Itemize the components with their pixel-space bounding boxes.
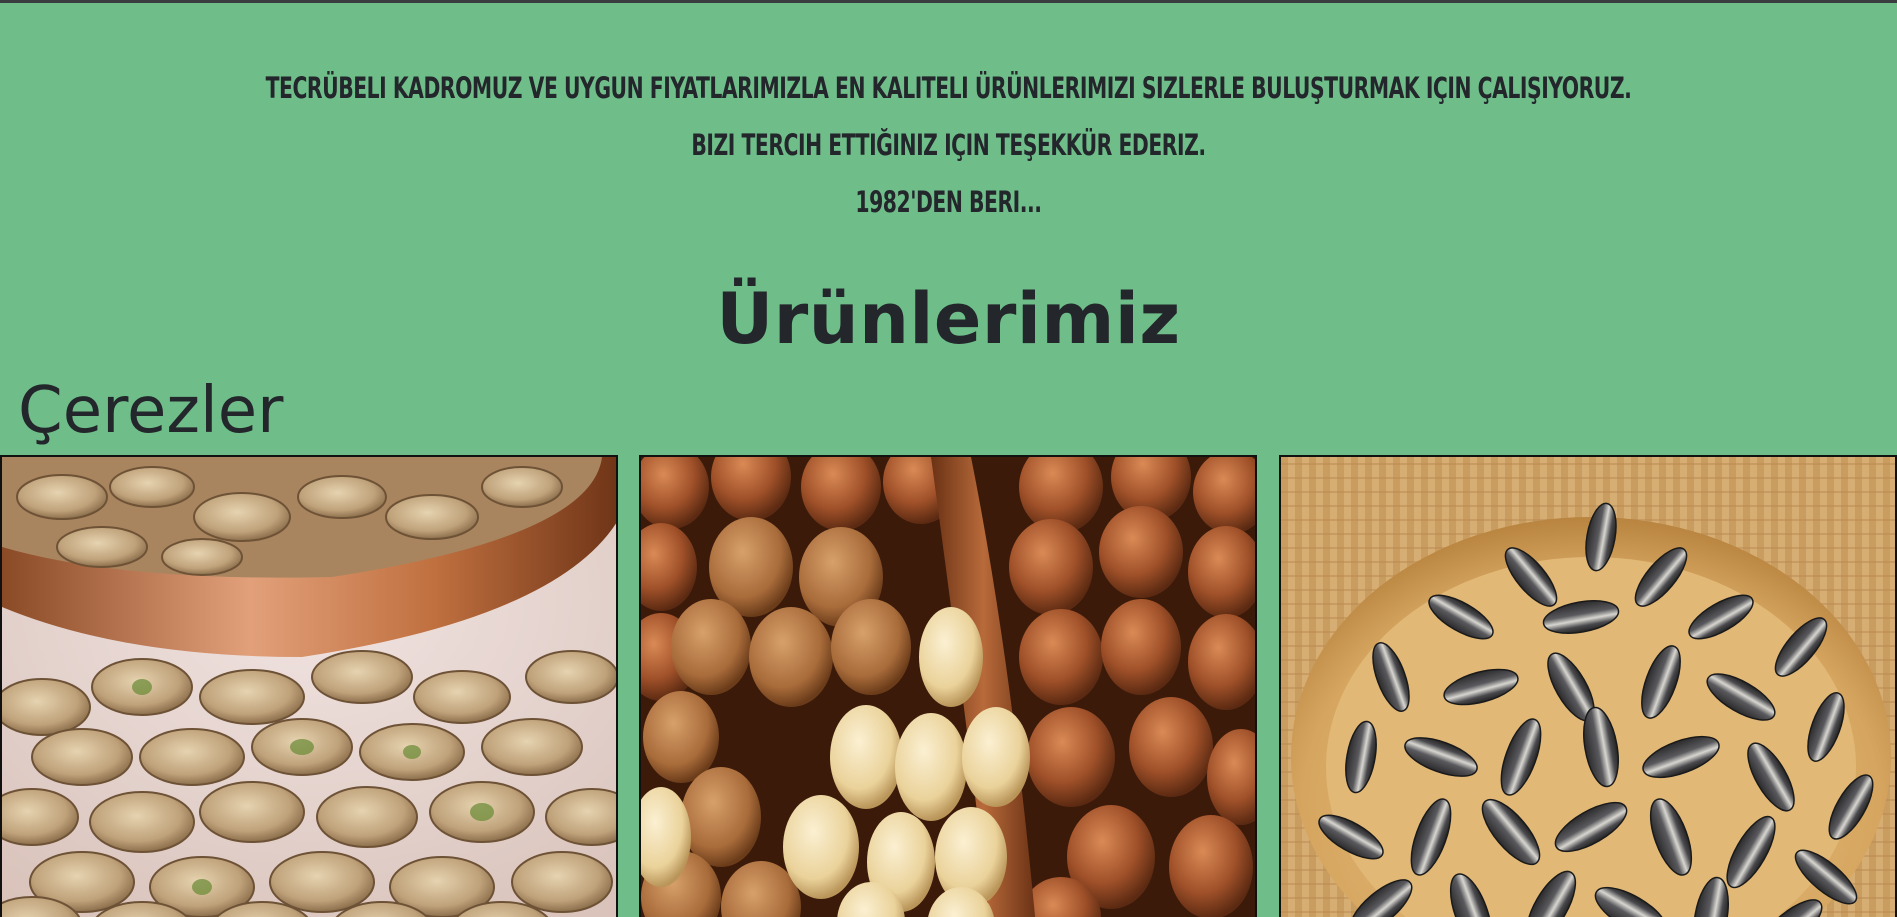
product-card-pistachios[interactable]	[0, 455, 618, 917]
intro-line-1: TECRÜBELI KADROMUZ VE UYGUN FIYATLARIMIZLA EN KALITELI ÜRÜNLERIMIZI SIZLERLE BULUŞTURMAK IÇIN ÇALIŞIYORUZ.	[265, 71, 1632, 105]
intro-line-3: 1982'DEN BERI...	[855, 185, 1042, 219]
product-card-sunflower-seeds[interactable]	[1279, 455, 1897, 917]
category-title-snacks: Çerezler	[18, 374, 284, 448]
product-card-hazelnuts[interactable]	[639, 455, 1257, 917]
intro-line-2: BIZI TERCIH ETTIĞINIZ IÇIN TEŞEKKÜR EDERIZ.	[691, 128, 1206, 162]
top-border	[0, 0, 1897, 3]
products-heading: Ürünlerimiz	[716, 278, 1181, 360]
hazelnut-image	[641, 457, 1257, 917]
intro-text	[0, 60, 1897, 231]
sunflower-seed-image	[1281, 457, 1897, 917]
pistachio-image	[2, 457, 618, 917]
